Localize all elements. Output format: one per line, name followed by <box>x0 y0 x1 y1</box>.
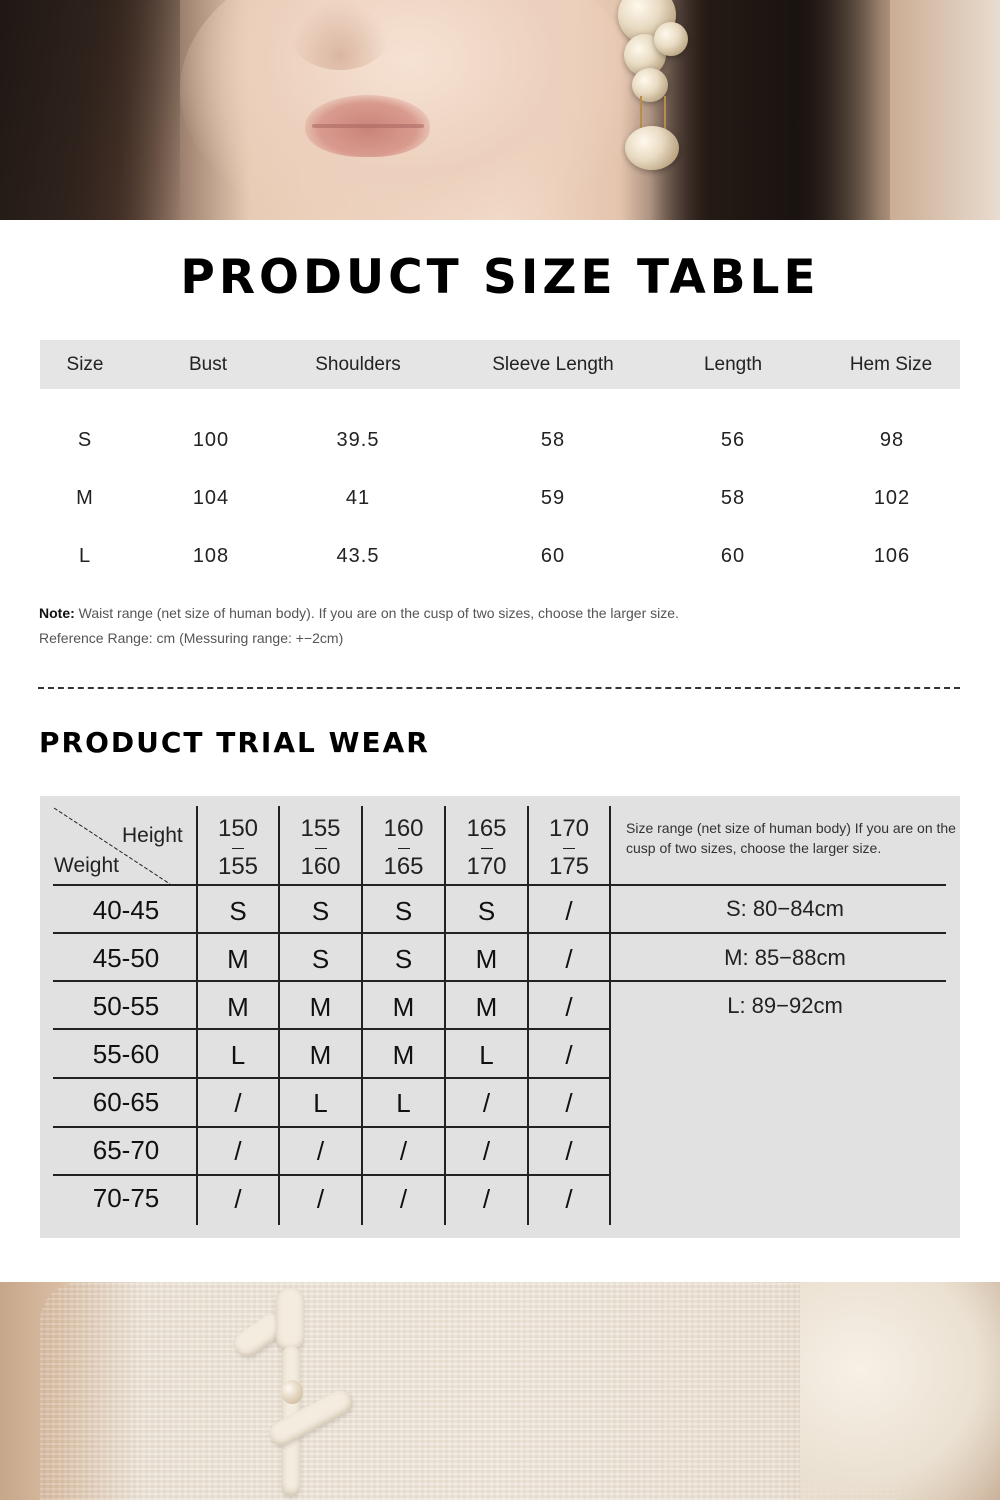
height-bottom: 170 <box>466 853 507 880</box>
hair-left <box>0 0 180 220</box>
weight-row-label: 45-50 <box>92 943 160 973</box>
grid-line <box>53 980 946 982</box>
size-grid-cell: M <box>227 944 249 974</box>
cell-bust: 100 <box>192 429 230 451</box>
grid-line <box>53 1028 611 1030</box>
cell-sleeve-length: 58 <box>540 429 566 451</box>
height-col-160-165 <box>363 810 444 886</box>
weight-row-label: 70-75 <box>92 1183 160 1213</box>
lip-line <box>312 124 424 128</box>
size-grid-cell: M <box>227 992 249 1022</box>
cell-length: 60 <box>720 545 746 567</box>
cell-size: L <box>78 545 92 567</box>
height-top: 165 <box>466 815 507 842</box>
cell-sleeve-length: 60 <box>540 545 566 567</box>
height-bottom: 155 <box>217 853 259 880</box>
size-grid-cell: M <box>475 992 498 1022</box>
size-grid-cell: / <box>482 1088 491 1118</box>
size-grid-cell: / <box>482 1184 491 1214</box>
height-bottom: 165 <box>383 853 424 880</box>
cell-length: 58 <box>720 487 746 509</box>
size-grid-cell: / <box>482 1136 491 1166</box>
size-grid-cell: S <box>311 944 330 974</box>
height-bottom: 160 <box>300 853 341 880</box>
header-size: Size <box>66 354 104 375</box>
size-grid-cell: / <box>316 1136 325 1166</box>
height-col-155-160 <box>280 810 361 886</box>
pearl-earring-4 <box>632 68 668 102</box>
weight-row-label: 55-60 <box>92 1039 160 1069</box>
trial-wear-title: PRODUCT TRIAL WEAR <box>39 726 430 759</box>
size-grid-cell: / <box>234 1136 242 1166</box>
cell-size: S <box>77 429 93 451</box>
size-grid-cell: / <box>565 992 573 1022</box>
size-grid-cell: / <box>316 1184 325 1214</box>
size-range-s: S: 80−84cm <box>725 896 844 921</box>
grid-line <box>53 1174 611 1176</box>
height-bottom: 175 <box>548 853 590 880</box>
pearl-earring-3 <box>654 22 688 56</box>
grid-line <box>53 932 946 934</box>
size-grid-cell: / <box>565 1184 573 1214</box>
table-row <box>40 536 960 576</box>
weight-row-label: 40-45 <box>92 895 160 925</box>
size-grid-cell: / <box>565 1136 573 1166</box>
size-grid-cell: / <box>399 1136 408 1166</box>
cell-shoulders: 39.5 <box>336 429 380 451</box>
size-note <box>39 605 679 621</box>
cell-bust: 108 <box>192 545 230 567</box>
height-top: 150 <box>217 815 259 842</box>
grid-line <box>53 1077 611 1079</box>
table-row <box>40 420 960 460</box>
size-grid-cell: S <box>477 896 496 926</box>
size-grid-cell: S <box>229 896 247 926</box>
sweater-detail-photo <box>0 1282 1000 1500</box>
cell-shoulders: 43.5 <box>336 545 380 567</box>
size-range-m: M: 85−88cm <box>724 945 846 970</box>
size-grid-cell: / <box>565 896 573 926</box>
size-grid-cell: / <box>565 1088 573 1118</box>
header-length: Length <box>703 354 763 375</box>
table-row <box>40 478 960 518</box>
size-grid-cell: M <box>392 1040 415 1070</box>
section-divider <box>38 687 960 689</box>
corner-height-label: Height <box>122 824 183 847</box>
grid-line <box>53 1126 611 1128</box>
corner-weight-label: Weight <box>54 854 119 877</box>
weight-row-label: 60-65 <box>92 1087 160 1117</box>
cell-hem-size: 98 <box>879 429 905 451</box>
cell-length: 56 <box>720 429 746 451</box>
height-col-170-175 <box>529 810 609 886</box>
size-table-header <box>40 340 960 389</box>
size-grid-cell: M <box>309 992 332 1022</box>
height-top: 155 <box>300 815 341 842</box>
note-label: Note: <box>39 605 75 621</box>
size-grid-cell: / <box>234 1088 242 1118</box>
model-face-photo <box>0 0 1000 220</box>
size-grid-cell: / <box>399 1184 408 1214</box>
cell-sleeve-length: 59 <box>540 487 566 509</box>
size-grid-cell: L <box>396 1088 411 1118</box>
note-text: Waist range (net size of human body). If you are on the cusp of two sizes, choose the larger size. <box>78 605 679 621</box>
pearl-earring-drop <box>625 126 679 170</box>
size-grid-cell: L <box>230 1040 246 1070</box>
nose <box>290 0 390 70</box>
weight-row-label: 50-55 <box>92 991 160 1021</box>
height-top: 160 <box>383 815 424 842</box>
size-grid-cell: S <box>394 944 413 974</box>
cell-hem-size: 102 <box>873 487 911 509</box>
cell-bust: 104 <box>192 487 230 509</box>
size-grid-cell: M <box>392 992 415 1022</box>
height-col-165-170 <box>446 810 527 886</box>
toggle-loop <box>276 1288 304 1352</box>
size-range-l: L: 89−92cm <box>727 993 843 1018</box>
height-top: 170 <box>548 815 590 842</box>
knit-texture <box>40 1282 900 1500</box>
earring-chain <box>664 96 666 132</box>
sweater-sleeve <box>800 1282 1000 1500</box>
height-col-150-155 <box>198 810 278 886</box>
size-grid-cell: L <box>479 1040 494 1070</box>
header-sleeve-length: Sleeve Length <box>492 354 614 375</box>
size-grid-cell: S <box>394 896 413 926</box>
weight-row-label: 65-70 <box>92 1135 160 1165</box>
size-grid-cell: M <box>309 1040 332 1070</box>
size-grid-cell: / <box>234 1184 242 1214</box>
size-grid-cell: M <box>475 944 498 974</box>
header-bust: Bust <box>188 354 228 375</box>
size-grid-cell: / <box>565 1040 573 1070</box>
cell-shoulders: 41 <box>345 487 371 509</box>
size-grid-cell: L <box>313 1088 328 1118</box>
grid-line <box>53 884 946 886</box>
cell-size: M <box>76 487 94 509</box>
reference-range: Reference Range: cm (Messuring range: +−2cm) <box>39 630 344 646</box>
toggle-bead <box>281 1380 303 1404</box>
size-grid-cell: S <box>311 896 330 926</box>
header-shoulders: Shoulders <box>315 354 401 375</box>
cell-hem-size: 106 <box>873 545 911 567</box>
size-grid-cell: / <box>565 944 573 974</box>
size-range-note: Size range (net size of human body) If you are on the cusp of two sizes, choose the larger size. <box>626 820 956 856</box>
size-table-title: PRODUCT SIZE TABLE <box>180 250 820 305</box>
grid-line <box>609 806 611 1225</box>
header-hem-size: Hem Size <box>849 354 933 375</box>
